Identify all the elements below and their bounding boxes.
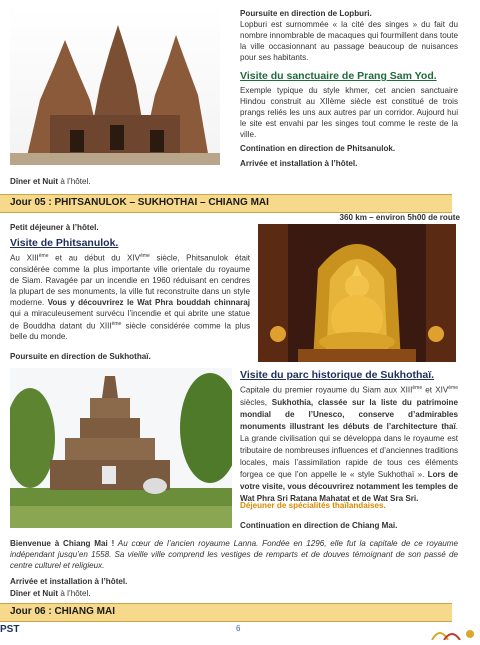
welcome-italic: Au cœur de l’ancien royaume Lanna. Fondée en 1296, elle fut la capitale de ce royaume indépendant jusqu’en 1558. Sa vieille ville comprend les vestiges de remparts et de douves témoignant de son passé de centre culturel et religieux. xyxy=(10,539,458,570)
lopburi-paragraph: Lopburi est surnommée « la cité des singes » du fait du nombre innombrable de macaques qui fourmillent dans toute la ville occasionnant au passage beaucoup de nuisances pour ses habitants. xyxy=(240,20,458,62)
p2-sup1: ème xyxy=(412,385,423,391)
continuation-phitsanulok: Contination en direction de Phitsanulok. xyxy=(240,144,396,153)
day-05-band xyxy=(0,194,452,213)
p1-c: siècle, Phitsanulok était considérée comme la plus importante ville orientale du royaume de Siam. Ravagée par un incendie en 1960 réduisant en cendres la plupart de ses monuments, la ville fut reconstruite dans un style moderne. xyxy=(10,253,250,307)
dinner2-rest: à l’hôtel. xyxy=(58,589,91,598)
p1-e: siècle considérée comme la plus belle du monde. xyxy=(10,321,250,342)
lopburi-line: Poursuite en direction de Lopburi. xyxy=(240,9,372,18)
p1-sup1: ème xyxy=(38,253,49,259)
sukhothai-heading: Visite du parc historique de Sukhothaï. xyxy=(240,369,435,381)
p1-b: et au début du XIV xyxy=(48,253,141,263)
arrival-hotel-1: Arrivée et installation à l’hôtel. xyxy=(240,159,358,168)
phitsanulok-paragraph xyxy=(10,251,250,342)
sukhothai-temple-photo xyxy=(10,368,232,528)
p2-bold2: Lors de votre visite, vous découvrirez notamment les temples de Wat Phra Sri Ratana Mahatat et de Wat Sra Sri. xyxy=(240,469,458,503)
dinner-night-2 xyxy=(10,588,91,599)
p2-d: . La grande civilisation qui se développa dans le royaume est tributaire de nombreuses influences et d’anciennes traditions locales, mais l’assimilation rapide de tous ces éléments forgea ce que l’on appelle le « style Sukhothaï ». xyxy=(240,421,458,479)
page-number: 6 xyxy=(236,624,241,633)
chiang-mai-continuation: Continuation en direction de Chiang Mai. xyxy=(240,521,398,530)
dinner2-bold: Dîner et Nuit xyxy=(10,589,59,598)
prang-sam-yod-paragraph: Exemple typique du style khmer, cet ancien sanctuaire Hindou construit au XIIème siècle est constitué de trois prangs reliés les uns aux autres par un corridor. Aujourd hui le site est envahi par les singes tout comme le reste de la ville. xyxy=(240,86,458,139)
p1-bold: Vous y découvrirez le Wat Phra bouddah chinnaraj xyxy=(47,297,250,307)
p2-a: Capitale du premier royaume du Siam aux XIII xyxy=(240,385,413,395)
welcome-bold: Bienvenue à Chiang Mai ! xyxy=(10,539,115,548)
right-footer-logo-icon xyxy=(430,626,480,640)
p2-c: siècles, xyxy=(240,397,272,407)
dinner-rest: à l’hôtel. xyxy=(58,177,91,186)
day-05-title: Jour 05 : PHITSANULOK – SUKHOTHAI – CHIANG MAI xyxy=(10,197,269,208)
dinner-night-1 xyxy=(10,176,91,187)
sukhothai-paragraph xyxy=(240,382,458,505)
day-06-title: Jour 06 : CHIANG MAI xyxy=(10,606,116,617)
p1-sup3: ème xyxy=(111,320,122,327)
p1-a: Au XIII xyxy=(10,253,39,263)
day-06-band xyxy=(0,603,452,622)
lunch-line: Déjeuner de spécialités thaïlandaises. xyxy=(240,501,386,510)
golden-buddha-photo xyxy=(258,224,456,362)
prang-sam-yod-photo xyxy=(10,5,220,165)
day-05-distance: 360 km – environ 5h00 de route xyxy=(339,213,460,222)
arrival-hotel-2: Arrivée et installation à l’hôtel. xyxy=(10,577,128,586)
p2-b: et XIV xyxy=(422,385,449,395)
chiang-mai-welcome xyxy=(10,538,458,571)
dinner-bold: Dîner et Nuit xyxy=(10,177,59,186)
p2-bold1: Sukhothia, classée sur la liste du patrimoine mondial de l’Unesco, conserve d’admirables monuments illustrant les débuts de l’architecture thaï xyxy=(240,397,458,431)
breakfast-line: Petit déjeuner à l’hôtel. xyxy=(10,223,99,232)
left-footer-logo: PST xyxy=(0,624,20,635)
p1-sup2: ème xyxy=(140,253,150,259)
p2-sup2: ème xyxy=(448,385,458,391)
p1-d: qui a miraculeusement survécu l’incendie et qui abrite une statue de Bouddha datant du XIII xyxy=(10,308,250,331)
sukhothai-continuation: Poursuite en direction de Sukhothaï. xyxy=(10,352,151,361)
prang-sam-yod-heading: Visite du sanctuaire de Prang Sam Yod. xyxy=(240,70,437,82)
phitsanulok-heading: Visite de Phitsanulok. xyxy=(10,237,119,249)
